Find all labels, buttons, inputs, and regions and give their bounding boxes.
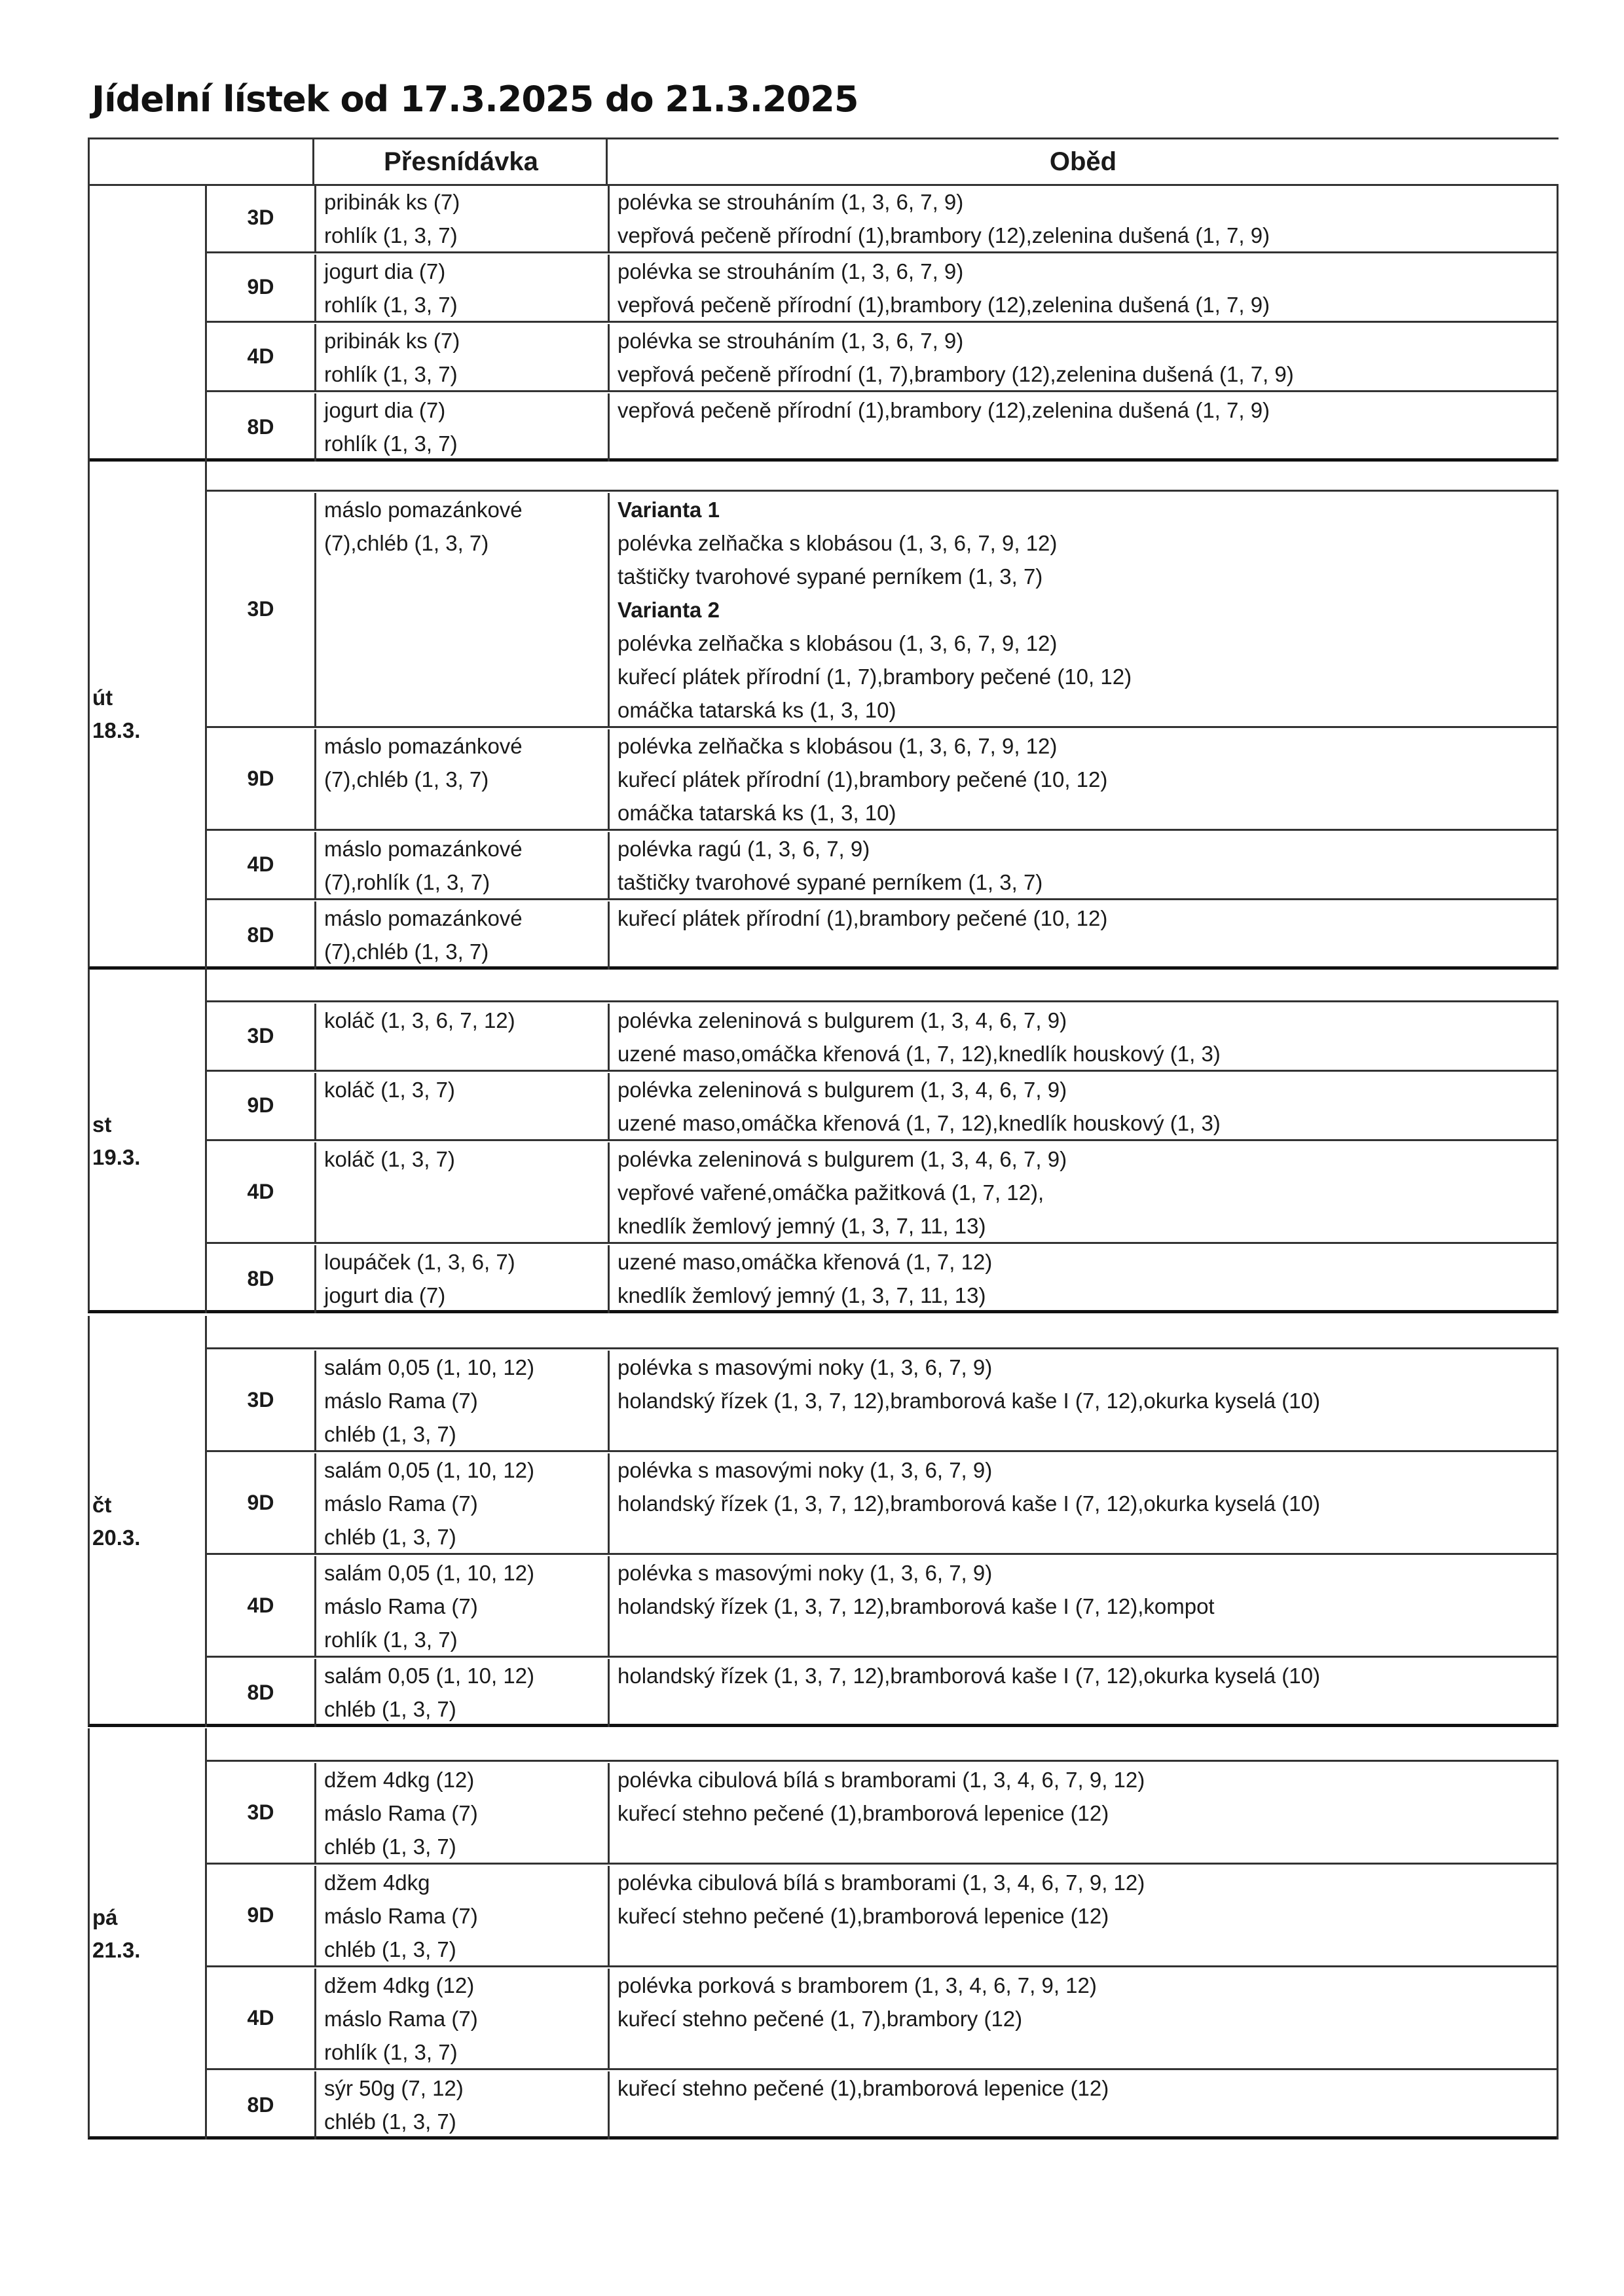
lunch-cell: [608, 1351, 1557, 1450]
lunch-cell: [608, 393, 1557, 462]
menu-row: [205, 728, 1559, 831]
menu-row: [205, 323, 1559, 392]
breakfast-cell: [314, 902, 618, 970]
day-block: [88, 1316, 1559, 1727]
day-name: čt: [92, 1493, 112, 1517]
lunch-item: polévka zeleninová s bulgurem (1, 3, 4, 6, 7, 9): [618, 1147, 1067, 1171]
breakfast-item: salám 0,05 (1, 10, 12): [324, 1458, 535, 1482]
breakfast-cell: [314, 1245, 618, 1313]
lunch-cell: [608, 1763, 1557, 1863]
breakfast-item: rohlík (1, 3, 7): [324, 293, 458, 317]
variant-heading: Varianta 1: [618, 498, 720, 522]
group-label: 3D: [247, 1387, 274, 1412]
menu-row: [205, 253, 1559, 323]
lunch-cell: [608, 255, 1557, 321]
lunch-item: polévka porková s bramborem (1, 3, 4, 6, 7, 9, 12): [618, 1973, 1097, 1997]
lunch-cell: [608, 1866, 1557, 1965]
breakfast-cell: [314, 1453, 618, 1553]
day-spacer: [205, 969, 1559, 1000]
menu-row: [205, 184, 1559, 253]
lunch-cell: [608, 324, 1557, 390]
breakfast-item: chléb (1, 3, 7): [324, 2109, 456, 2134]
breakfast-cell: [314, 324, 618, 390]
lunch-cell: [608, 729, 1557, 829]
breakfast-item: máslo pomazánkové: [324, 837, 523, 861]
lunch-item: kuřecí stehno pečené (1),bramborová lepenice (12): [618, 1904, 1109, 1928]
group-label: 8D: [247, 2092, 274, 2117]
page-title: Jídelní lístek od 17.3.2025 do 21.3.2025: [92, 79, 858, 120]
lunch-item: polévka zeleninová s bulgurem (1, 3, 4, 6, 7, 9): [618, 1078, 1067, 1102]
breakfast-item: sýr 50g (7, 12): [324, 2076, 464, 2100]
group-label: 4D: [247, 2005, 274, 2030]
breakfast-item: chléb (1, 3, 7): [324, 1937, 456, 1961]
day-rows: [205, 1347, 1559, 1727]
day-label: [92, 1489, 140, 1554]
group-label: 9D: [247, 1903, 274, 1927]
menu-row: [205, 1141, 1559, 1244]
breakfast-item: koláč (1, 3, 6, 7, 12): [324, 1008, 515, 1032]
lunch-cell: [608, 1556, 1557, 1656]
lunch-cell: [608, 493, 1557, 726]
menu-row: [205, 831, 1559, 900]
group-label: 9D: [247, 1093, 274, 1117]
breakfast-item: loupáček (1, 3, 6, 7): [324, 1250, 515, 1274]
breakfast-cell: [314, 1004, 618, 1070]
breakfast-cell: [314, 1659, 618, 1727]
day-rows: [205, 490, 1559, 970]
breakfast-item: máslo pomazánkové: [324, 498, 523, 522]
breakfast-item: (7),chléb (1, 3, 7): [324, 767, 489, 792]
lunch-item: polévka cibulová bílá s bramborami (1, 3, 4, 6, 7, 9, 12): [618, 1768, 1145, 1792]
breakfast-cell: [314, 2071, 618, 2140]
day-spacer: [205, 1728, 1559, 1760]
breakfast-item: chléb (1, 3, 7): [324, 1697, 456, 1721]
lunch-item: polévka s masovými noky (1, 3, 6, 7, 9): [618, 1355, 993, 1379]
lunch-item: knedlík žemlový jemný (1, 3, 7, 11, 13): [618, 1283, 986, 1307]
day-block: [88, 458, 1559, 970]
lunch-item: polévka zeleninová s bulgurem (1, 3, 4, 6, 7, 9): [618, 1008, 1067, 1032]
group-label: 9D: [247, 766, 274, 790]
lunch-cell: [608, 2071, 1557, 2140]
breakfast-item: rohlík (1, 3, 7): [324, 2040, 458, 2064]
breakfast-cell: [314, 1142, 618, 1242]
lunch-item: taštičky tvarohové sypané perníkem (1, 3, 7): [618, 870, 1043, 894]
breakfast-item: rohlík (1, 3, 7): [324, 1628, 458, 1652]
day-rows: [205, 1760, 1559, 2140]
lunch-cell: [608, 1969, 1557, 2068]
lunch-cell: [608, 832, 1557, 898]
breakfast-item: máslo pomazánkové: [324, 906, 523, 930]
menu-row: [205, 1072, 1559, 1141]
breakfast-cell: [314, 1351, 618, 1450]
lunch-item: polévka s masovými noky (1, 3, 6, 7, 9): [618, 1458, 993, 1482]
breakfast-cell: [314, 1073, 618, 1139]
lunch-item: vepřová pečeně přírodní (1),brambory (12),zelenina dušená (1, 7, 9): [618, 398, 1270, 422]
lunch-cell: [608, 1004, 1557, 1070]
menu-row: [205, 1658, 1559, 1727]
breakfast-cell: [314, 393, 618, 462]
breakfast-cell: [314, 729, 618, 829]
menu-row: [205, 1762, 1559, 1865]
breakfast-cell: [314, 185, 618, 251]
menu-row: [205, 1002, 1559, 1072]
group-label: 9D: [247, 275, 274, 299]
day-date: 20.3.: [92, 1525, 141, 1550]
day-spacer: [205, 1316, 1559, 1347]
breakfast-item: chléb (1, 3, 7): [324, 1834, 456, 1859]
lunch-item: omáčka tatarská ks (1, 3, 10): [618, 801, 896, 825]
breakfast-item: chléb (1, 3, 7): [324, 1525, 456, 1549]
group-label: 3D: [247, 1024, 274, 1048]
lunch-item: holandský řízek (1, 3, 7, 12),bramborová kaše I (7, 12),okurka kyselá (10): [618, 1491, 1320, 1516]
breakfast-item: džem 4dkg: [324, 1870, 430, 1895]
day-label: [92, 682, 140, 747]
group-label: 3D: [247, 206, 274, 229]
lunch-item: kuřecí stehno pečené (1),bramborová lepenice (12): [618, 1801, 1109, 1825]
lunch-item: holandský řízek (1, 3, 7, 12),bramborová kaše I (7, 12),okurka kyselá (10): [618, 1664, 1320, 1688]
lunch-item: omáčka tatarská ks (1, 3, 10): [618, 698, 896, 722]
lunch-item: vepřové vařené,omáčka pažitková (1, 7, 12),: [618, 1180, 1044, 1205]
lunch-item: knedlík žemlový jemný (1, 3, 7, 11, 13): [618, 1214, 986, 1238]
breakfast-item: pribinák ks (7): [324, 329, 460, 353]
breakfast-item: (7),chléb (1, 3, 7): [324, 531, 489, 555]
breakfast-item: chléb (1, 3, 7): [324, 1422, 456, 1446]
lunch-cell: [608, 185, 1557, 251]
group-label: 4D: [247, 1593, 274, 1617]
breakfast-item: rohlík (1, 3, 7): [324, 362, 458, 386]
breakfast-cell: [314, 1866, 618, 1965]
menu-row: [205, 1452, 1559, 1555]
lunch-item: kuřecí stehno pečené (1),bramborová lepenice (12): [618, 2076, 1109, 2100]
day-name: út: [92, 685, 113, 710]
lunch-item: taštičky tvarohové sypané perníkem (1, 3, 7): [618, 564, 1043, 589]
lunch-item: holandský řízek (1, 3, 7, 12),bramborová kaše I (7, 12),kompot: [618, 1594, 1215, 1618]
lunch-item: vepřová pečeně přírodní (1, 7),brambory (12),zelenina dušená (1, 7, 9): [618, 362, 1294, 386]
lunch-item: kuřecí plátek přírodní (1),brambory pečené (10, 12): [618, 906, 1108, 930]
group-label: 9D: [247, 1490, 274, 1514]
group-label: 4D: [247, 344, 274, 368]
menu-row: [205, 1865, 1559, 1967]
breakfast-item: máslo Rama (7): [324, 1389, 478, 1413]
lunch-item: polévka se strouháním (1, 3, 6, 7, 9): [618, 329, 964, 353]
breakfast-item: (7),rohlík (1, 3, 7): [324, 870, 490, 894]
group-label: 3D: [247, 1800, 274, 1824]
lunch-item: vepřová pečeně přírodní (1),brambory (12),zelenina dušená (1, 7, 9): [618, 223, 1270, 247]
breakfast-cell: [314, 1763, 618, 1863]
breakfast-item: džem 4dkg (12): [324, 1973, 475, 1997]
breakfast-item: jogurt dia (7): [324, 398, 446, 422]
day-spacer: [205, 458, 1559, 490]
lunch-item: kuřecí plátek přírodní (1),brambory pečené (10, 12): [618, 767, 1108, 792]
lunch-cell: [608, 1073, 1557, 1139]
breakfast-cell: [314, 832, 618, 898]
header-lunch: Oběd: [606, 139, 1559, 184]
group-label: 4D: [247, 852, 274, 876]
day-label: [92, 1108, 140, 1174]
menu-row: [205, 1967, 1559, 2070]
breakfast-item: máslo Rama (7): [324, 2007, 478, 2031]
breakfast-item: džem 4dkg (12): [324, 1768, 475, 1792]
group-label: 4D: [247, 1179, 274, 1203]
day-label: [92, 1901, 140, 1967]
breakfast-item: koláč (1, 3, 7): [324, 1147, 455, 1171]
day-block: [88, 969, 1559, 1313]
group-label: 8D: [247, 414, 274, 439]
breakfast-item: (7),chléb (1, 3, 7): [324, 939, 489, 964]
breakfast-item: máslo Rama (7): [324, 1801, 478, 1825]
variant-heading: Varianta 2: [618, 598, 720, 622]
breakfast-item: salám 0,05 (1, 10, 12): [324, 1561, 535, 1585]
day-rows: [205, 184, 1559, 462]
lunch-item: polévka zelňačka s klobásou (1, 3, 6, 7, 9, 12): [618, 631, 1058, 655]
menu-row: [205, 1244, 1559, 1313]
lunch-item: polévka zelňačka s klobásou (1, 3, 6, 7, 9, 12): [618, 531, 1058, 555]
lunch-item: vepřová pečeně přírodní (1),brambory (12),zelenina dušená (1, 7, 9): [618, 293, 1270, 317]
breakfast-cell: [314, 1556, 618, 1656]
lunch-cell: [608, 1245, 1557, 1313]
day-name: pá: [92, 1905, 118, 1929]
lunch-item: polévka se strouháním (1, 3, 6, 7, 9): [618, 259, 964, 283]
group-label: 8D: [247, 1266, 274, 1290]
day-date: 19.3.: [92, 1145, 141, 1169]
lunch-item: uzené maso,omáčka křenová (1, 7, 12): [618, 1250, 993, 1274]
lunch-item: kuřecí stehno pečené (1, 7),brambory (12): [618, 2007, 1023, 2031]
breakfast-cell: [314, 255, 618, 321]
day-block: [88, 1728, 1559, 2140]
lunch-item: polévka s masovými noky (1, 3, 6, 7, 9): [618, 1561, 993, 1585]
lunch-item: uzené maso,omáčka křenová (1, 7, 12),knedlík houskový (1, 3): [618, 1111, 1221, 1135]
breakfast-item: rohlík (1, 3, 7): [324, 223, 458, 247]
lunch-item: holandský řízek (1, 3, 7, 12),bramborová kaše I (7, 12),okurka kyselá (10): [618, 1389, 1320, 1413]
lunch-item: uzené maso,omáčka křenová (1, 7, 12),knedlík houskový (1, 3): [618, 1042, 1221, 1066]
breakfast-item: máslo Rama (7): [324, 1594, 478, 1618]
breakfast-item: pribinák ks (7): [324, 190, 460, 214]
breakfast-item: máslo pomazánkové: [324, 734, 523, 758]
breakfast-item: rohlík (1, 3, 7): [324, 431, 458, 456]
lunch-item: polévka zelňačka s klobásou (1, 3, 6, 7, 9, 12): [618, 734, 1058, 758]
breakfast-cell: [314, 493, 618, 726]
lunch-cell: [608, 1659, 1557, 1727]
lunch-item: polévka ragú (1, 3, 6, 7, 9): [618, 837, 870, 861]
lunch-item: polévka cibulová bílá s bramborami (1, 3, 4, 6, 7, 9, 12): [618, 1870, 1145, 1895]
menu-row: [205, 2070, 1559, 2140]
breakfast-item: jogurt dia (7): [324, 1283, 446, 1307]
day-rows: [205, 1000, 1559, 1313]
lunch-cell: [608, 1142, 1557, 1242]
breakfast-cell: [314, 1969, 618, 2068]
day-block: [88, 137, 1559, 462]
lunch-cell: [608, 1453, 1557, 1553]
breakfast-item: koláč (1, 3, 7): [324, 1078, 455, 1102]
group-label: 8D: [247, 922, 274, 947]
day-date: 18.3.: [92, 718, 141, 742]
lunch-item: kuřecí plátek přírodní (1, 7),brambory pečené (10, 12): [618, 665, 1132, 689]
lunch-cell: [608, 902, 1557, 970]
breakfast-item: salám 0,05 (1, 10, 12): [324, 1664, 535, 1688]
menu-row: [205, 900, 1559, 970]
lunch-item: polévka se strouháním (1, 3, 6, 7, 9): [618, 190, 964, 214]
day-date: 21.3.: [92, 1938, 141, 1962]
menu-row: [205, 392, 1559, 462]
menu-row: [205, 492, 1559, 728]
breakfast-item: salám 0,05 (1, 10, 12): [324, 1355, 535, 1379]
breakfast-item: jogurt dia (7): [324, 259, 446, 283]
day-name: st: [92, 1112, 112, 1137]
header-breakfast: Přesnídávka: [312, 139, 608, 184]
group-label: 8D: [247, 1680, 274, 1704]
menu-row: [205, 1349, 1559, 1452]
breakfast-item: máslo Rama (7): [324, 1904, 478, 1928]
breakfast-item: máslo Rama (7): [324, 1491, 478, 1516]
column-header: [90, 139, 1559, 186]
group-label: 3D: [247, 596, 274, 621]
menu-row: [205, 1555, 1559, 1658]
